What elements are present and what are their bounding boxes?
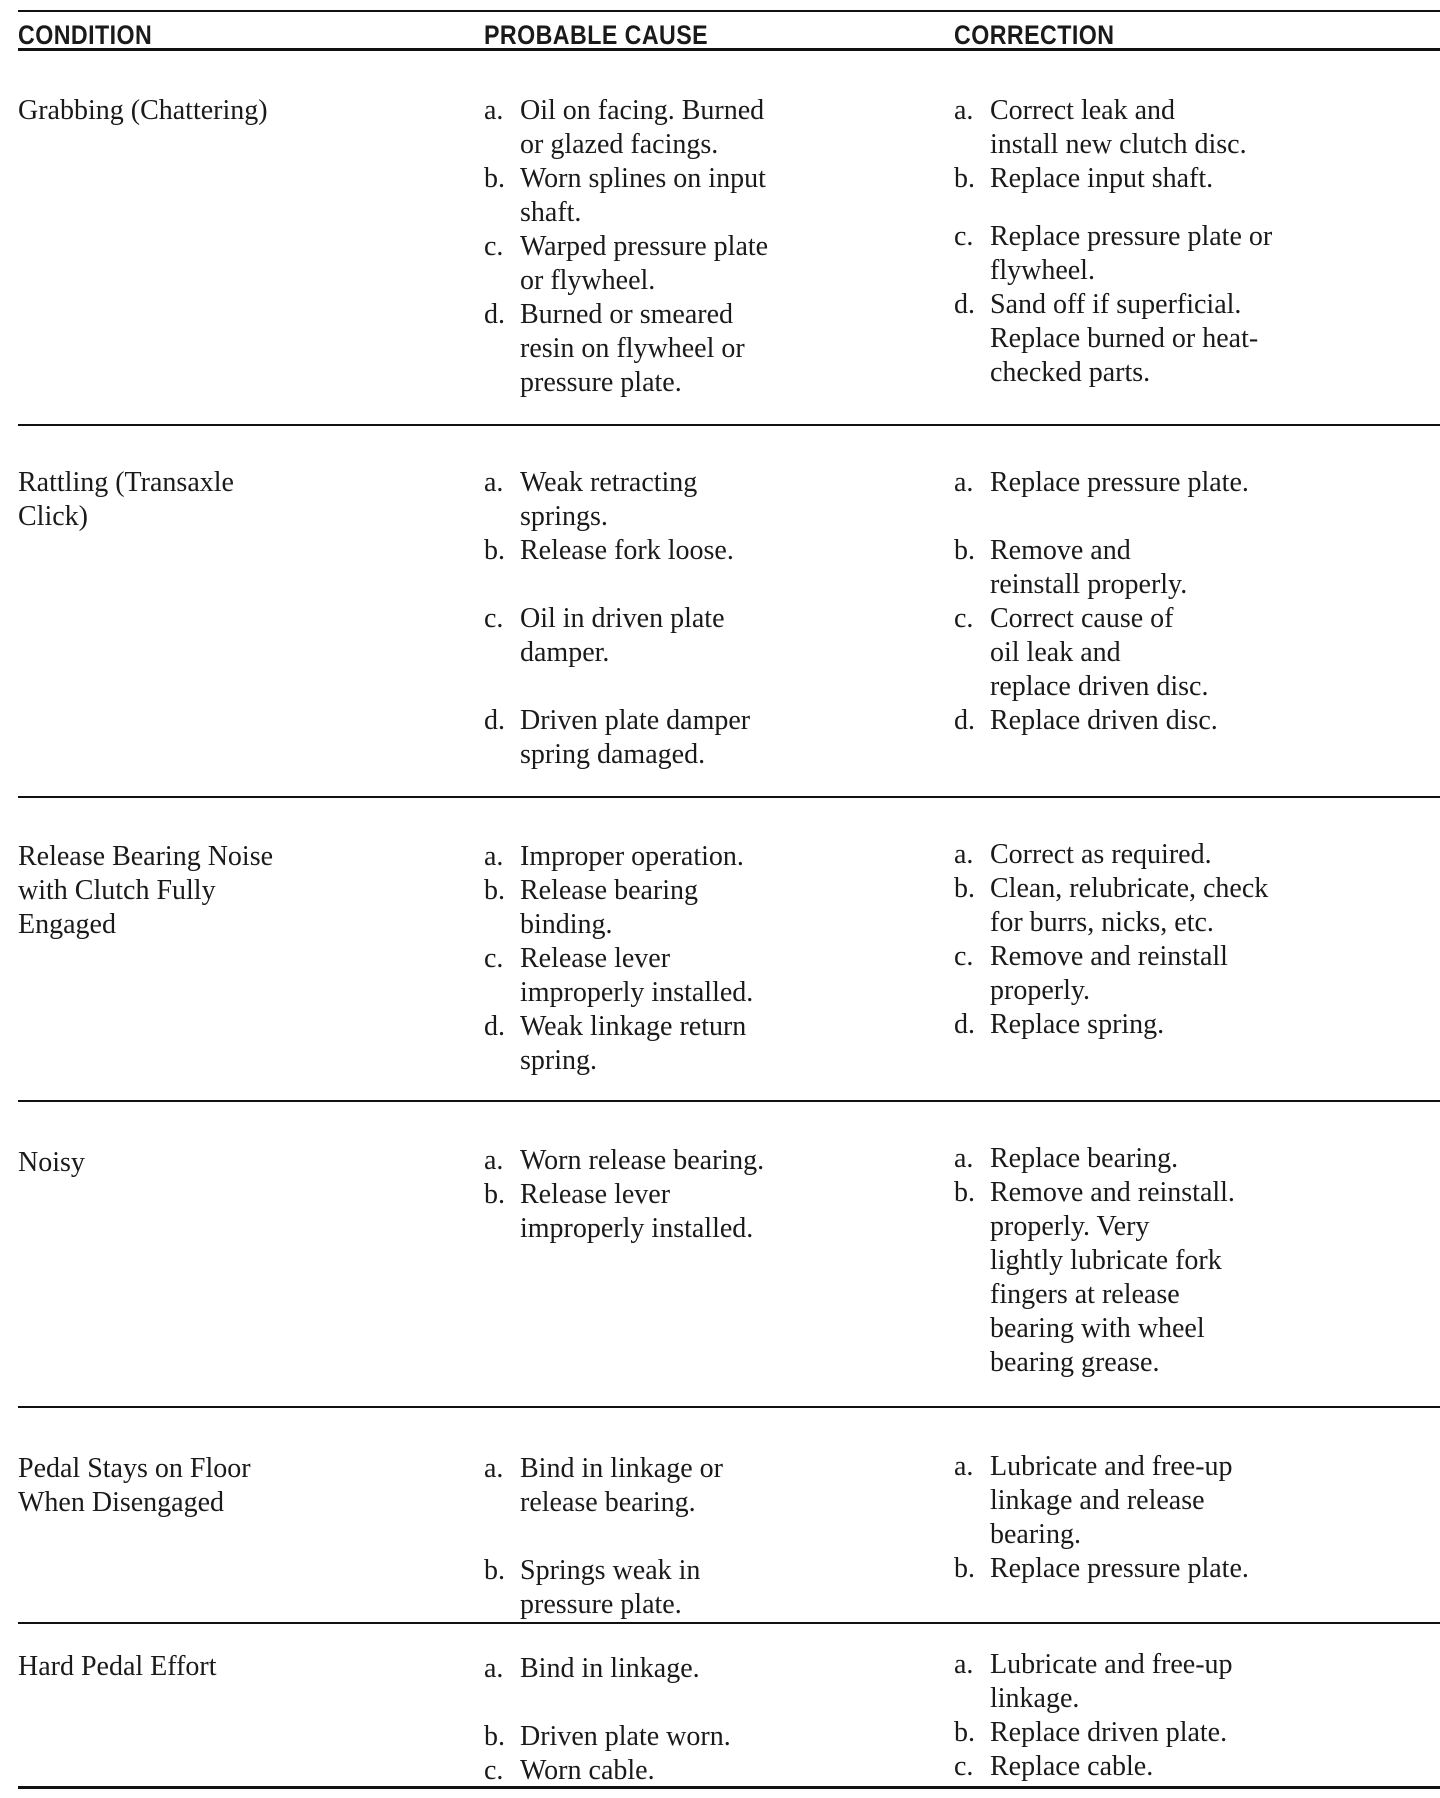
table-header	[0, 14, 1440, 50]
condition-cell: Rattling (Transaxle Click)	[18, 467, 234, 532]
cause-item: d. Burned or smeared resin on flywheel or pressure plate.	[484, 299, 745, 398]
correction-item: b. Remove and reinstall. properly. Very lightly lubricate fork fingers at release bearing with wheel bearing grease.	[954, 1177, 1235, 1378]
row-divider	[18, 796, 1440, 798]
correction-item: d. Replace driven disc.	[954, 705, 1218, 736]
cause-item: a. Bind in linkage.	[484, 1653, 700, 1684]
correction-cell	[954, 94, 1424, 390]
cause-item: a. Weak retracting springs.	[484, 467, 698, 532]
correction-item: c. Correct cause of oil leak and replace driven disc.	[954, 603, 1209, 702]
correction-item: c. Remove and reinstall properly.	[954, 941, 1228, 1006]
cause-item: b. Springs weak in pressure plate.	[484, 1555, 701, 1620]
correction-item: d. Sand off if superficial. Replace burned or heat- checked parts.	[954, 289, 1259, 388]
top-rule	[18, 10, 1440, 12]
cause-cell	[484, 1652, 944, 1788]
correction-item: b. Replace driven plate.	[954, 1717, 1228, 1748]
correction-item: a. Replace pressure plate.	[954, 467, 1249, 498]
header-probable-cause: PROBABLE CAUSE	[484, 20, 709, 50]
cause-item: d. Weak linkage return spring.	[484, 1011, 747, 1076]
row-divider	[18, 1100, 1440, 1102]
correction-item: a. Lubricate and free-up linkage and release bearing.	[954, 1451, 1233, 1550]
bottom-rule	[18, 1786, 1440, 1789]
cause-cell	[484, 94, 944, 400]
cause-cell	[484, 1144, 944, 1246]
cause-item: a. Improper operation.	[484, 841, 744, 872]
cause-item: b. Worn splines on input shaft.	[484, 163, 766, 228]
cause-item: a. Oil on facing. Burned or glazed facings.	[484, 95, 765, 160]
correction-item: d. Replace spring.	[954, 1009, 1165, 1040]
row-divider	[18, 424, 1440, 426]
cause-item: c. Release lever improperly installed.	[484, 943, 754, 1008]
condition-cell: Pedal Stays on Floor When Disengaged	[18, 1453, 251, 1518]
cause-item: c. Warped pressure plate or flywheel.	[484, 231, 769, 296]
cause-cell	[484, 466, 944, 772]
correction-item: b. Replace pressure plate.	[954, 1553, 1249, 1584]
header-condition: CONDITION	[18, 20, 153, 50]
correction-item: a. Replace bearing.	[954, 1143, 1179, 1174]
cause-cell	[484, 1452, 944, 1622]
condition-cell: Hard Pedal Effort	[18, 1651, 217, 1682]
cause-item: a. Worn release bearing.	[484, 1145, 765, 1176]
row-divider	[18, 1406, 1440, 1408]
cause-item: a. Bind in linkage or release bearing.	[484, 1453, 723, 1518]
cause-cell	[484, 840, 944, 1078]
cause-item: c. Oil in driven plate damper.	[484, 603, 725, 668]
correction-item: c. Replace pressure plate or flywheel.	[954, 221, 1273, 286]
cause-item: c. Worn cable.	[484, 1755, 655, 1786]
correction-cell	[954, 1450, 1424, 1586]
row-divider	[18, 1622, 1440, 1624]
correction-item: a. Correct as required.	[954, 839, 1212, 870]
cause-item: b. Release fork loose.	[484, 535, 734, 566]
correction-item: b. Clean, relubricate, check for burrs, nicks, etc.	[954, 873, 1269, 938]
cause-item: b. Release bearing binding.	[484, 875, 699, 940]
correction-cell	[954, 1142, 1424, 1380]
condition-cell: Grabbing (Chattering)	[18, 95, 268, 126]
cause-item: b. Release lever improperly installed.	[484, 1179, 754, 1244]
header-correction: CORRECTION	[954, 20, 1115, 50]
correction-item: a. Lubricate and free-up linkage.	[954, 1649, 1233, 1714]
condition-cell: Release Bearing Noise with Clutch Fully Engaged	[18, 841, 274, 940]
correction-item: a. Correct leak and install new clutch disc.	[954, 95, 1247, 160]
condition-cell: Noisy	[18, 1147, 85, 1178]
correction-cell	[954, 1648, 1424, 1784]
correction-cell	[954, 466, 1424, 738]
correction-cell	[954, 838, 1424, 1042]
correction-item: c. Replace cable.	[954, 1751, 1154, 1782]
correction-item: b. Remove and reinstall properly.	[954, 535, 1188, 600]
cause-item: d. Driven plate damper spring damaged.	[484, 705, 751, 770]
cause-item: b. Driven plate worn.	[484, 1721, 731, 1752]
correction-item: b. Replace input shaft.	[954, 163, 1214, 194]
header-rule	[18, 48, 1440, 51]
